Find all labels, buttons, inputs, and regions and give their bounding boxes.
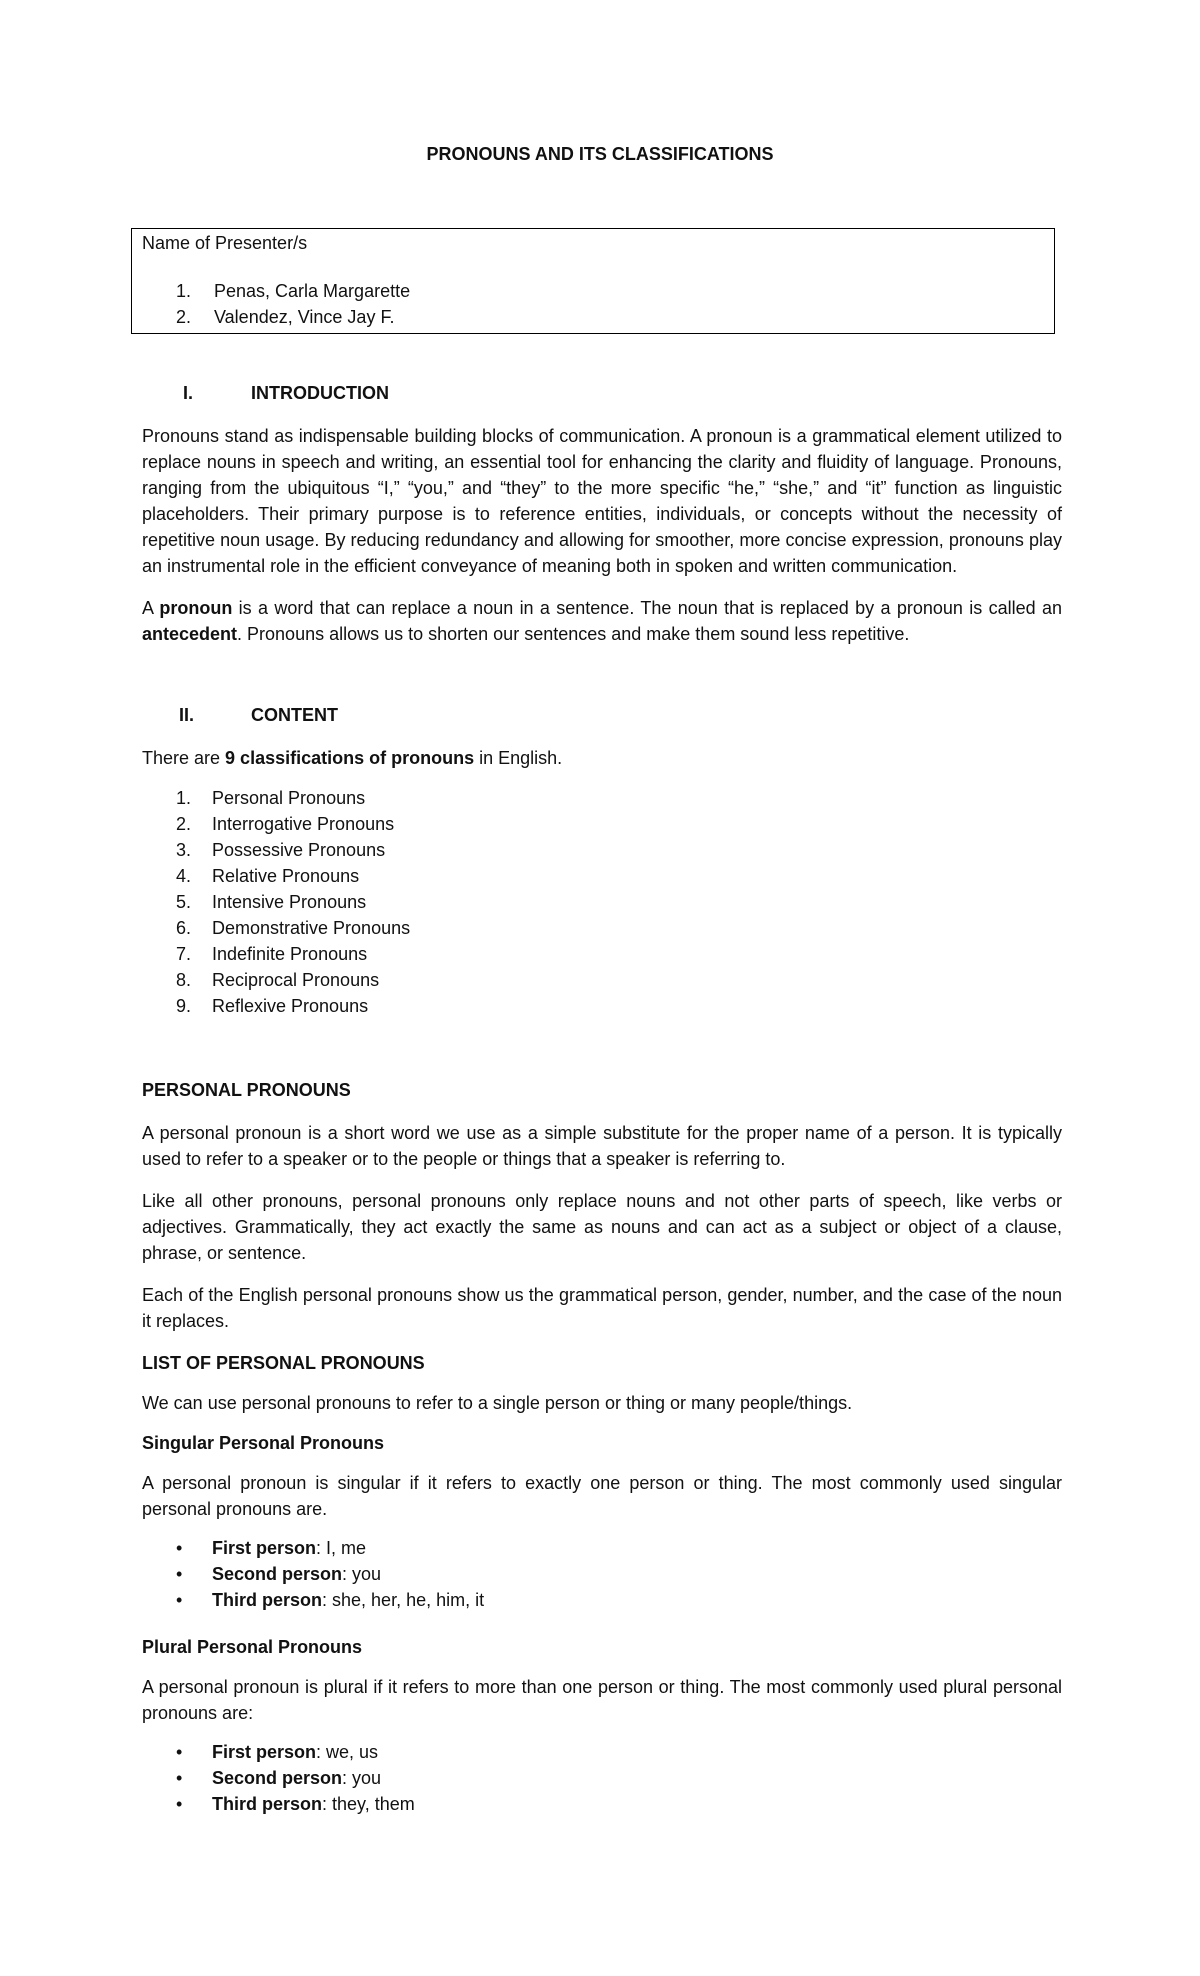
term-antecedent: antecedent	[142, 624, 238, 644]
list-label: Reflexive Pronouns	[212, 996, 369, 1016]
section-number: I.	[183, 383, 194, 403]
list-of-personal-pronouns-heading: LIST OF PERSONAL PRONOUNS	[142, 1353, 425, 1373]
presenter-box	[131, 228, 1055, 334]
list-label: Personal Pronouns	[212, 788, 366, 808]
presenter-number: 1.	[176, 281, 192, 301]
person-label: First person	[212, 1742, 317, 1762]
list-number: 7.	[176, 944, 192, 964]
personal-paragraph-1: A personal pronoun is a short word we use as a simple substitute for the proper name of a person. It is typically used to refer to a speaker or to the people or things that a speaker is referring to.	[142, 1123, 1062, 1169]
pronoun-values: : we, us	[316, 1742, 379, 1762]
list-number: 6.	[176, 918, 192, 938]
pronoun-values: : you	[342, 1564, 382, 1584]
text-run: A	[142, 598, 160, 618]
list-number: 2.	[176, 814, 192, 834]
term-pronoun: pronoun	[159, 598, 233, 618]
list-label: Indefinite Pronouns	[212, 944, 368, 964]
bullet-icon: •	[176, 1794, 183, 1814]
list-number: 9.	[176, 996, 192, 1016]
intro-paragraph: Pronouns stand as indispensable building blocks of communication. A pronoun is a grammatical element utilized to replace nouns in speech and writing, an essential tool for enhancing the clarity and fluidity of language. Pronouns, ranging from the ubiquitous “I,” “you,” and “they” to the more specific “he,” “she,” and “it” function as linguistic placeholders. Their primary purpose is to reference entities, individuals, or concepts without the necessity of repetitive noun usage. By reducing redundancy and allowing for smoother, more concise expression, pronouns play an instrumental role in the efficient conveyance of meaning both in spoken and written communication.	[142, 426, 1062, 576]
list-number: 4.	[176, 866, 192, 886]
plural-description: A personal pronoun is plural if it refers to more than one person or thing. The most commonly used plural personal pronouns are:	[142, 1677, 1062, 1723]
pronoun-values: : she, her, he, him, it	[322, 1590, 485, 1610]
text-run: . Pronouns allows us to shorten our sentences and make them sound less repetitive.	[237, 624, 910, 644]
person-label: Second person	[212, 1564, 343, 1584]
presenter-number: 2.	[176, 307, 192, 327]
list-label: Reciprocal Pronouns	[212, 970, 380, 990]
document-title: PRONOUNS AND ITS CLASSIFICATIONS	[426, 144, 774, 164]
pronoun-definition-paragraph	[142, 595, 1062, 647]
bullet-icon: •	[176, 1590, 183, 1610]
bullet-icon: •	[176, 1768, 183, 1788]
bullet-icon: •	[176, 1742, 183, 1762]
personal-paragraph-2: Like all other pronouns, personal pronouns only replace nouns and not other parts of speech, like verbs or adjectives. Grammatically, they act exactly the same as nouns and can act as a subject or object of a clause, phrase, or sentence.	[142, 1191, 1062, 1263]
list-label: Possessive Pronouns	[212, 840, 386, 860]
text-run: is a word that can replace a noun in a sentence. The noun that is replaced by a pronoun is called an	[232, 598, 1062, 618]
list-number: 3.	[176, 840, 192, 860]
pronoun-values: : I, me	[316, 1538, 367, 1558]
singular-description: A personal pronoun is singular if it refers to exactly one person or thing. The most commonly used singular personal pronouns are.	[142, 1473, 1062, 1519]
bullet-icon: •	[176, 1538, 183, 1558]
text-run: in English.	[474, 748, 563, 768]
list-label: Relative Pronouns	[212, 866, 360, 886]
list-label: Demonstrative Pronouns	[212, 918, 411, 938]
section-title: CONTENT	[251, 705, 338, 725]
list-number: 8.	[176, 970, 192, 990]
list-number: 5.	[176, 892, 192, 912]
section-title: INTRODUCTION	[251, 383, 389, 403]
person-label: Third person	[212, 1590, 323, 1610]
section-number: II.	[179, 705, 195, 725]
classification-lead	[142, 745, 1062, 771]
singular-heading: Singular Personal Pronouns	[142, 1433, 385, 1453]
pronoun-values: : you	[342, 1768, 382, 1788]
text-run: There are	[142, 748, 226, 768]
list-label: Interrogative Pronouns	[212, 814, 395, 834]
list-label: Intensive Pronouns	[212, 892, 367, 912]
bullet-icon: •	[176, 1564, 183, 1584]
person-label: Second person	[212, 1768, 343, 1788]
list-number: 1.	[176, 788, 192, 808]
list-intro: We can use personal pronouns to refer to a single person or thing or many people/things.	[142, 1393, 853, 1413]
classification-count: 9 classifications of pronouns	[225, 748, 475, 768]
presenter-name: Penas, Carla Margarette	[214, 281, 411, 301]
pronoun-values: : they, them	[322, 1794, 415, 1814]
person-label: First person	[212, 1538, 317, 1558]
presenter-heading: Name of Presenter/s	[142, 233, 308, 253]
personal-paragraph-3: Each of the English personal pronouns show us the grammatical person, gender, number, and the case of the noun it replaces.	[142, 1285, 1062, 1331]
presenter-name: Valendez, Vince Jay F.	[214, 307, 395, 327]
plural-heading: Plural Personal Pronouns	[142, 1637, 363, 1657]
person-label: Third person	[212, 1794, 323, 1814]
personal-pronouns-heading: PERSONAL PRONOUNS	[142, 1080, 351, 1100]
